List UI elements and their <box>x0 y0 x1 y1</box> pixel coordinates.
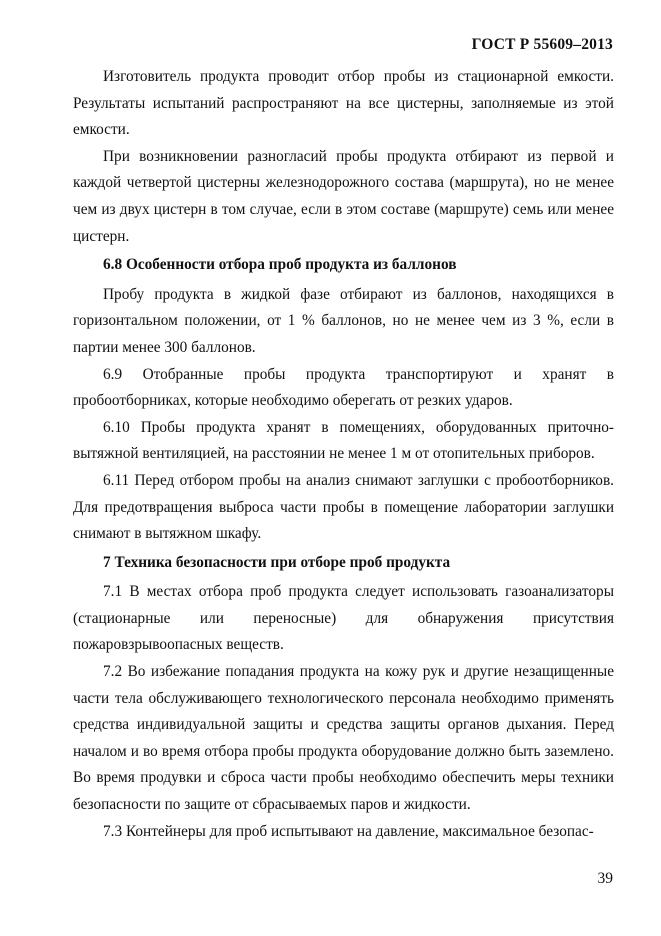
paragraph-7-3: 7.3 Контейнеры для проб испытывают на давление, максимальное безопас- <box>103 822 594 840</box>
document-body <box>73 64 614 845</box>
paragraph-6-10: 6.10 Пробы продукта хранят в помещениях, оборудованных приточно-вытяжной вентиляцией, на расстоянии не менее 1 м от отопительных приборов. <box>73 418 614 463</box>
paragraph-6-9: 6.9 Отобранные пробы продукта транспортируют и хранят в пробоотборниках, которые необходимо оберегать от резких ударов. <box>73 365 614 410</box>
paragraph-disagreement-sampling: При возникновении разногласий пробы продукта отбирают из первой и каждой четвертой цистерны железнодорожного состава (маршрута), но не менее чем из двух цистерн в том случае, если в этом составе (маршруте) семь или менее цистерн. <box>73 147 614 245</box>
standard-header: ГОСТ Р 55609–2013 <box>471 36 613 53</box>
paragraph-6-11: 6.11 Перед отбором пробы на анализ снимают заглушки с пробоотборников. Для предотвращения выброса части пробы в помещение лаборатории заглушки снимают в вытяжном шкафу. <box>73 471 614 543</box>
section-heading-6-8: 6.8 Особенности отбора проб продукта из баллонов <box>103 256 457 274</box>
paragraph-manufacturer-sampling: Изготовитель продукта проводит отбор пробы из стационарной емкости. Результаты испытаний распространяют на все цистерны, заполняемые из этой емкости. <box>73 68 614 139</box>
page-number: 39 <box>597 870 613 887</box>
section-heading-7: 7 Техника безопасности при отборе проб продукта <box>103 553 451 571</box>
paragraph-7-2: 7.2 Во избежание попадания продукта на кожу рук и другие незащищенные части тела обслуживающего технологического персонала необходимо применять средства индивидуальной защиты и средства защиты органов дыхания. Перед началом и во время отбора пробы продукта оборудование должно быть заземлено. Во время продувки и сброса части пробы необходимо обеспечить меры техники безопасности по защите от сбрасываемых паров и жидкости. <box>73 663 614 814</box>
paragraph-6-8: Пробу продукта в жидкой фазе отбирают из баллонов, находящихся в горизонтальном положении, от 1 % баллонов, но не менее чем из 3 %, если в партии менее 300 баллонов. <box>73 285 614 356</box>
paragraph-7-1: 7.1 В местах отбора проб продукта следует использовать газоанализаторы (стационарные или переносные) для обнаружения присутствия пожаровзрывоопасных веществ. <box>73 583 614 654</box>
